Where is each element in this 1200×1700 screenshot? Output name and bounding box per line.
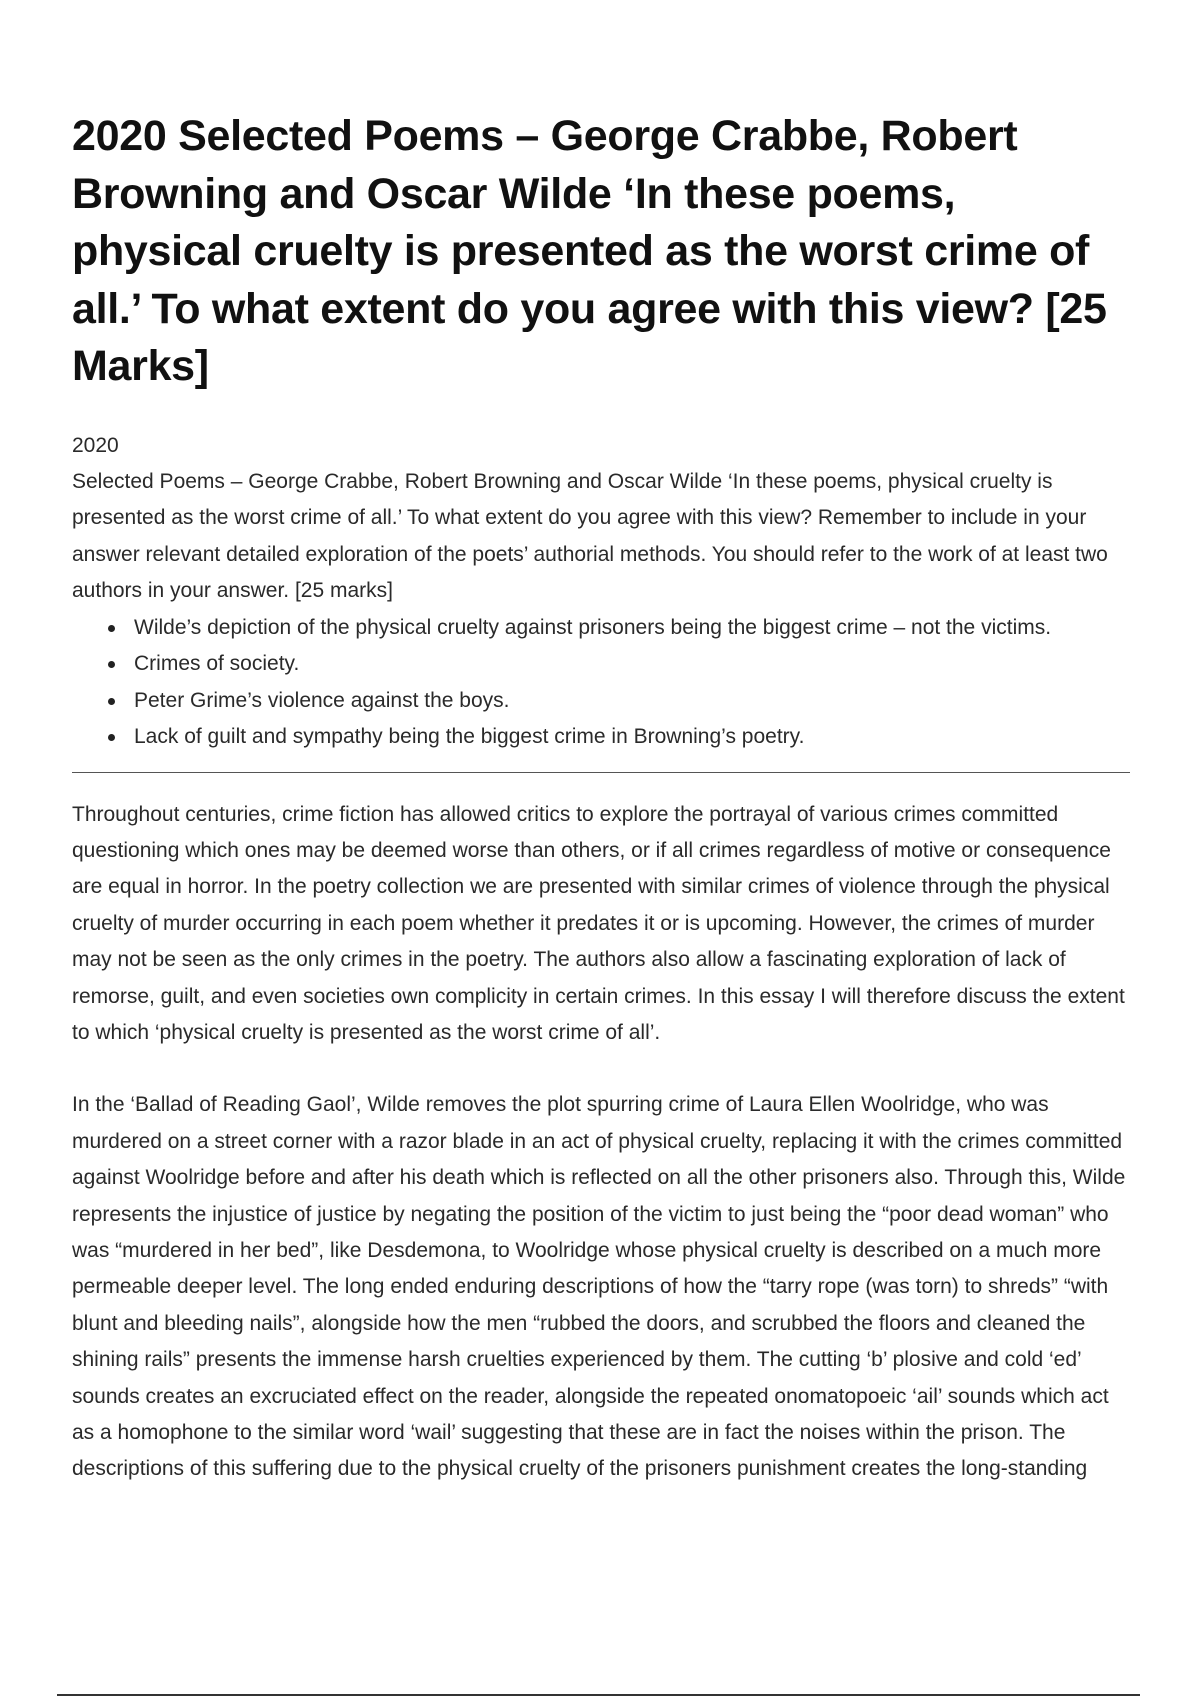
key-points-list bbox=[72, 610, 1130, 756]
bullet-icon bbox=[108, 625, 115, 632]
list-item-text: Peter Grime’s violence against the boys. bbox=[134, 688, 510, 712]
list-item bbox=[134, 683, 1130, 720]
question-year: 2020 bbox=[72, 433, 119, 457]
essay-paragraph-intro: Throughout centuries, crime fiction has allowed critics to explore the portrayal of various crimes committed questioning which ones may be deemed worse than others, or if all crimes regardless of motive or consequence are equal in horror. In the poetry collection we are presented with similar crimes of violence through the physical cruelty of murder occurring in each poem whether it predates it or is upcoming. However, the crimes of murder may not be seen as the only crimes in the poetry. The authors also allow a fascinating exploration of lack of remorse, guilt, and even societies own complicity in certain crimes. In this essay I will therefore discuss the extent to which ‘physical cruelty is presented as the worst crime of all’. bbox=[72, 802, 1125, 1044]
bullet-icon bbox=[108, 698, 115, 705]
bullet-icon bbox=[108, 734, 115, 741]
list-item-text: Crimes of society. bbox=[134, 652, 300, 675]
list-item-text: Lack of guilt and sympathy being the biggest crime in Browning’s poetry. bbox=[134, 725, 805, 748]
page-bottom-divider bbox=[57, 1694, 1140, 1696]
list-item bbox=[134, 646, 1130, 683]
list-item-text: Wilde’s depiction of the physical cruelty against prisoners being the biggest crime – not the victims. bbox=[134, 615, 1052, 639]
list-item bbox=[134, 610, 1130, 647]
document-page bbox=[72, 108, 1130, 1488]
page-title: 2020 Selected Poems – George Crabbe, Robert Browning and Oscar Wilde ‘In these poems, physical cruelty is presented as the worst crime of all.’ To what extent do you agree with this view? [25 Marks] bbox=[72, 112, 1107, 390]
essay-paragraph-wilde: In the ‘Ballad of Reading Gaol’, Wilde removes the plot spurring crime of Laura Ellen Woolridge, who was murdered on a street corner with a razor blade in an act of physical cruelty, replacing it with the crimes committed against Woolridge before and after his death which is reflected on all the other prisoners also. Through this, Wilde represents the injustice of justice by negating the position of the victim to just being the “poor dead woman” who was “murdered in her bed”, like Desdemona, to Woolridge whose physical cruelty is described on a much more permeable deeper level. The long ended enduring descriptions of how the “tarry rope (was torn) to shreds” “with blunt and bleeding nails”, alongside how the men “rubbed the doors, and scrubbed the floors and cleaned the shining rails” presents the immense harsh cruelties experienced by them. The cutting ‘b’ plosive and cold ‘ed’ sounds creates an excruciated effect on the reader, alongside the repeated onomatopoeic ‘ail’ sounds which act as a homophone to the similar word ‘wail’ suggesting that these are in fact the noises within the prison. The descriptions of this suffering due to the physical cruelty of the prisoners punishment creates the long-standing bbox=[72, 1093, 1126, 1481]
bullet-icon bbox=[108, 661, 115, 668]
section-divider bbox=[72, 772, 1130, 773]
question-text: Selected Poems – George Crabbe, Robert Browning and Oscar Wilde ‘In these poems, physical cruelty is presented as the worst crime of all.’ To what extent do you agree with this view? Remember to include in your answer relevant detailed exploration of the poets’ authorial methods. You should refer to the work of at least two authors in your answer. [25 marks] bbox=[72, 469, 1108, 602]
list-item bbox=[134, 719, 1130, 756]
